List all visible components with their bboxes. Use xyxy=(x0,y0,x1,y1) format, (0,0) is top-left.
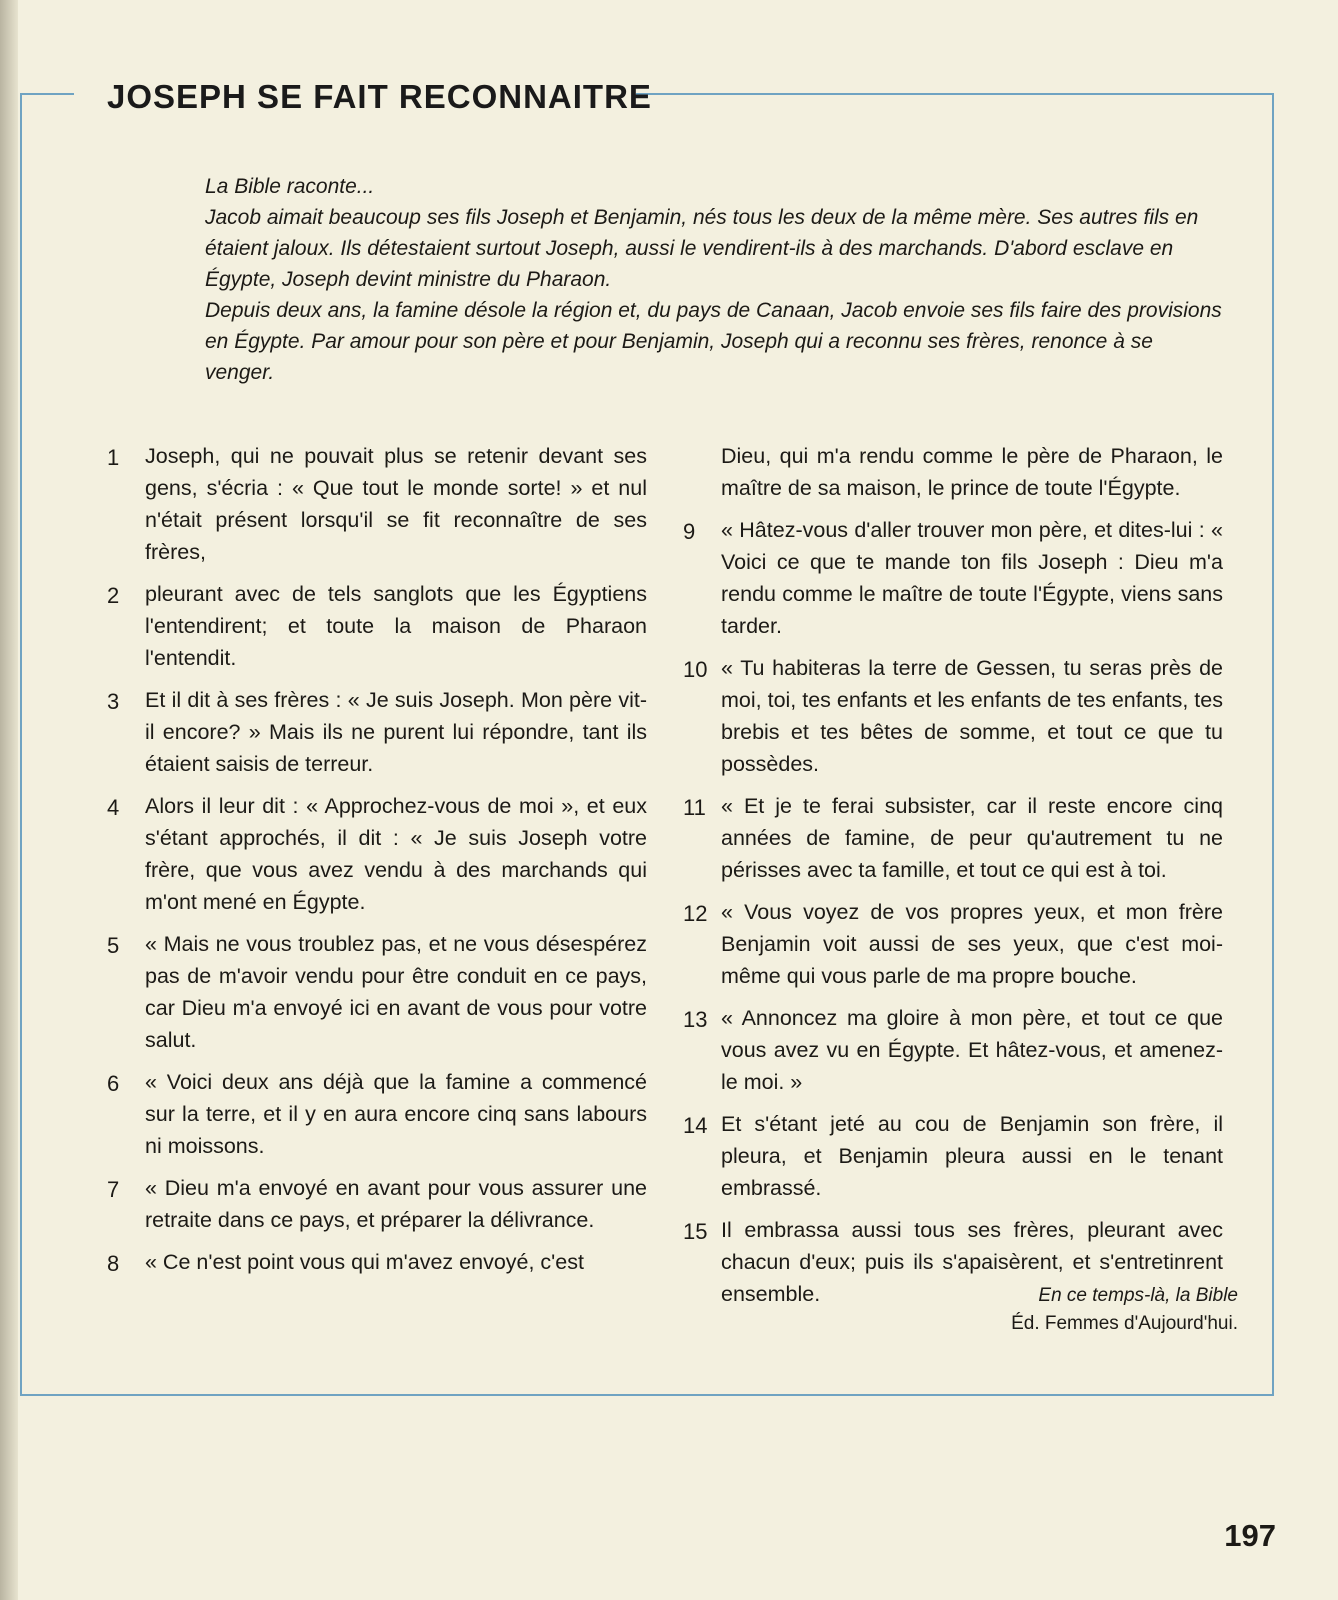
intro-paragraph: Jacob aimait beaucoup ses fils Joseph et Benjamin, nés tous les deux de la même mère. Ses autres fils en étaient jaloux. Ils détestaient surtout Joseph, aussi le vendirent-ils à des marchands. D'abord esclave en Égypte, Joseph devint ministre du Pharaon. xyxy=(205,206,1199,291)
intro-paragraph: Depuis deux ans, la famine désole la région et, du pays de Canaan, Jacob envoie ses fils faire des provisions en Égypte. Par amour pour son père et pour Benjamin, Joseph qui a reconnu ses frères, renonce à se venger. xyxy=(205,299,1222,384)
verse-number: 15 xyxy=(683,1219,708,1244)
verse xyxy=(107,928,647,1056)
verse-text: « Dieu m'a envoyé en avant pour vous assurer une retraite dans ce pays, et préparer la délivrance. xyxy=(145,1176,647,1232)
verse xyxy=(683,1002,1223,1098)
intro-lead: La Bible raconte... xyxy=(205,175,375,198)
verse xyxy=(107,578,647,674)
verse-number: 2 xyxy=(107,583,120,608)
verse-text: « Annoncez ma gloire à mon père, et tout ce que vous avez vu en Égypte. Et hâtez-vous, et amenez-le moi. » xyxy=(721,1006,1223,1094)
verse-number: 10 xyxy=(683,657,708,682)
verse xyxy=(683,652,1223,780)
page-title: JOSEPH SE FAIT RECONNAITRE xyxy=(107,78,652,115)
verse-continuation xyxy=(683,440,1223,504)
source-citation xyxy=(1011,1282,1238,1338)
verse xyxy=(683,514,1223,642)
verse xyxy=(107,790,647,918)
verse-number: 3 xyxy=(107,689,120,714)
verse-text: « Voici deux ans déjà que la famine a commencé sur la terre, et il y en aura encore cinq sans labours ni moissons. xyxy=(145,1070,647,1158)
verse-text: Joseph, qui ne pouvait plus se retenir devant ses gens, s'écria : « Que tout le monde sorte! » et nul n'était présent lorsqu'il se fit reconnaître de ses frères, xyxy=(145,444,647,564)
verses-column-left xyxy=(107,440,647,1288)
verse-number: 8 xyxy=(107,1251,120,1276)
verse-number: 14 xyxy=(683,1113,708,1138)
verse xyxy=(683,896,1223,992)
verse-text: « Et je te ferai subsister, car il reste encore cinq années de famine, de peur qu'autrement tu ne périsses avec ta famille, et tout ce qui est à toi. xyxy=(721,794,1223,882)
verse-number: 13 xyxy=(683,1007,708,1032)
verse-number: 9 xyxy=(683,519,696,544)
verse-number: 11 xyxy=(683,795,706,820)
verse-text: Et il dit à ses frères : « Je suis Joseph. Mon père vit-il encore? » Mais ils ne purent lui répondre, tant ils étaient saisis de terreur. xyxy=(145,688,647,776)
verse-number: 6 xyxy=(107,1071,120,1096)
verse xyxy=(683,790,1223,886)
verse-text: « Ce n'est point vous qui m'avez envoyé, c'est xyxy=(145,1250,584,1274)
verse-text: « Vous voyez de vos propres yeux, et mon frère Benjamin voit aussi de ses yeux, que c'est moi-même qui vous parle de ma propre bouche. xyxy=(721,900,1223,988)
verse xyxy=(107,1246,647,1278)
verse-text: « Mais ne vous troublez pas, et ne vous désespérez pas de m'avoir vendu pour être conduit en ce pays, car Dieu m'a envoyé ici en avant de vous pour votre salut. xyxy=(145,932,647,1052)
verse-text: « Tu habiteras la terre de Gessen, tu seras près de moi, toi, tes enfants et les enfants de tes enfants, tes brebis et tes bêtes de somme, et tout ce que tu possèdes. xyxy=(721,656,1223,776)
verse-text: Alors il leur dit : « Approchez-vous de moi », et eux s'étant approchés, il dit : « Je suis Joseph votre frère, que vous avez vendu à des marchands qui m'ont mené en Égypte. xyxy=(145,794,647,914)
page-edge-shadow xyxy=(0,0,18,1600)
verse-number: 7 xyxy=(107,1177,120,1202)
verse-text: pleurant avec de tels sanglots que les Égyptiens l'entendirent; et toute la maison de Pharaon l'entendit. xyxy=(145,582,647,670)
page-number: 197 xyxy=(1224,1518,1276,1553)
verse-number: 5 xyxy=(107,933,120,958)
verse-text: « Hâtez-vous d'aller trouver mon père, et dites-lui : « Voici ce que te mande ton fils Joseph : Dieu m'a rendu comme le maître de toute l'Égypte, viens sans tarder. xyxy=(721,518,1223,638)
verse xyxy=(683,1108,1223,1204)
verse-text: Dieu, qui m'a rendu comme le père de Pharaon, le maître de sa maison, le prince de toute l'Égypte. xyxy=(721,444,1223,500)
verse xyxy=(107,684,647,780)
verse-text: Il embrassa aussi tous ses frères, pleurant avec chacun d'eux; puis ils s'apaisèrent, et s'entretinrent ensemble. xyxy=(721,1218,1223,1306)
frame-top-rule-left xyxy=(20,93,74,95)
verse-number: 4 xyxy=(107,795,120,820)
verse xyxy=(107,1172,647,1236)
frame-top-rule-right xyxy=(636,93,1274,95)
verse-number: 12 xyxy=(683,901,708,926)
citation-edition: Éd. Femmes d'Aujourd'hui. xyxy=(1011,1313,1238,1334)
verse-number: 1 xyxy=(107,445,120,470)
verse-text: Et s'étant jeté au cou de Benjamin son frère, il pleura, et Benjamin pleura aussi en le tenant embrassé. xyxy=(721,1112,1223,1200)
verse xyxy=(107,1066,647,1162)
citation-source: En ce temps-là, la Bible xyxy=(1038,1285,1238,1306)
intro-block xyxy=(205,171,1225,388)
verse xyxy=(107,440,647,568)
verses-column-right xyxy=(683,440,1223,1320)
